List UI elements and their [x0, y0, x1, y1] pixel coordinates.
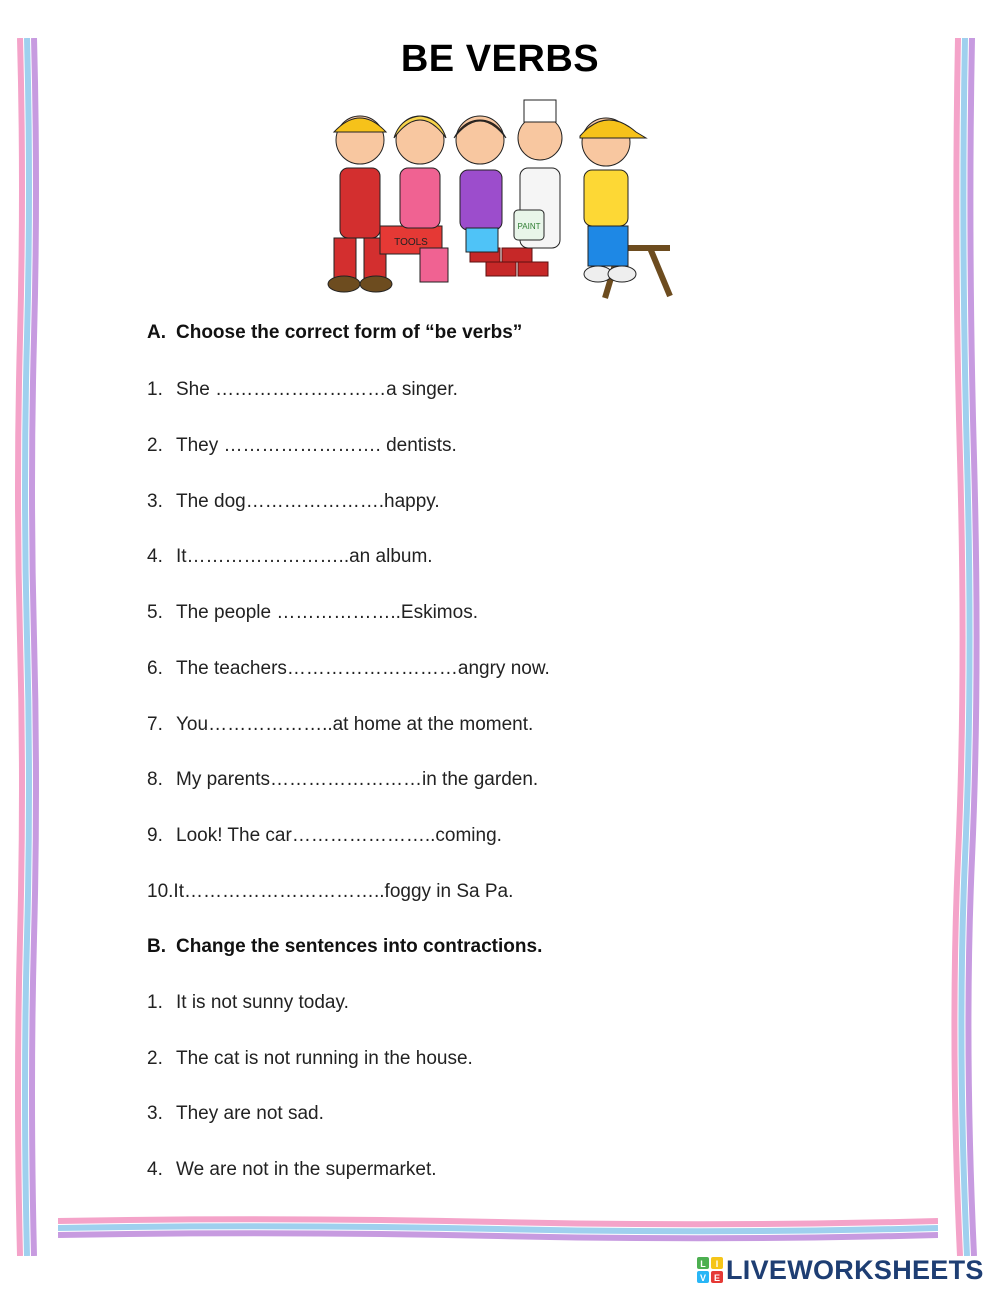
live-blocks-icon — [697, 1257, 723, 1283]
section-b-letter: B. — [147, 936, 166, 957]
item-text: Look! The car…………………..coming. — [176, 825, 502, 846]
item-number: 3. — [147, 491, 163, 512]
section-a-item — [147, 769, 538, 791]
bottom-wavy-border — [58, 1214, 938, 1244]
item-text: We are not in the supermarket. — [176, 1159, 437, 1180]
liveworksheets-logo[interactable] — [697, 1255, 984, 1285]
item-number: 8. — [147, 769, 163, 790]
section-a-title: Choose the correct form of “be verbs” — [176, 322, 523, 343]
kid-dark-hair-girl — [454, 116, 506, 252]
svg-text:TOOLS: TOOLS — [394, 237, 428, 248]
section-b-heading — [147, 936, 542, 958]
item-number: 2. — [147, 435, 163, 456]
item-text: They ……………………. dentists. — [176, 435, 457, 456]
item-text: It……………………..an album. — [176, 546, 433, 567]
kids-workers-illustration — [320, 98, 682, 304]
page-title: BE VERBS — [400, 38, 600, 80]
kid-blonde-girl — [394, 116, 448, 282]
item-text: The cat is not running in the house. — [176, 1048, 473, 1069]
svg-text:E: E — [713, 1273, 721, 1283]
section-a-item — [147, 546, 433, 568]
section-a-item — [147, 658, 550, 680]
item-number: 1. — [147, 992, 163, 1013]
section-a-heading — [147, 322, 522, 344]
item-text: The teachers………………………angry now. — [176, 658, 550, 679]
item-text: It…………………………..foggy in Sa Pa. — [173, 881, 514, 902]
item-text: The dog………………….happy. — [176, 491, 440, 512]
item-number: 9. — [147, 825, 163, 846]
left-wavy-border — [14, 38, 44, 1256]
section-b-item — [147, 1048, 473, 1070]
item-number: 7. — [147, 714, 163, 735]
kid-painter — [514, 100, 562, 248]
kid-carpenter — [580, 118, 646, 282]
section-b-item — [147, 992, 349, 1014]
section-b-title: Change the sentences into contractions. — [176, 936, 543, 957]
item-number: 4. — [147, 546, 163, 567]
item-number: 2. — [147, 1048, 163, 1069]
section-b-item — [147, 1103, 324, 1125]
item-number: 4. — [147, 1159, 163, 1180]
section-a-item — [147, 379, 458, 401]
item-number: 1. — [147, 379, 163, 400]
section-a-item — [147, 602, 478, 624]
svg-text:L: L — [700, 1259, 706, 1269]
item-number: 6. — [147, 658, 163, 679]
item-text: It is not sunny today. — [176, 992, 349, 1013]
logo-text: LIVEWORKSHEETS — [726, 1254, 984, 1285]
kid-builder — [328, 116, 392, 292]
section-a-item — [147, 714, 533, 736]
section-b-item — [147, 1159, 437, 1181]
item-text: They are not sad. — [176, 1103, 324, 1124]
item-number: 10. — [147, 881, 174, 902]
right-wavy-border — [950, 38, 980, 1256]
item-number: 5. — [147, 602, 163, 623]
item-text: She ………………………a singer. — [176, 379, 458, 400]
svg-text:I: I — [715, 1259, 719, 1269]
svg-text:V: V — [699, 1273, 707, 1283]
svg-text:PAINT: PAINT — [517, 222, 541, 231]
item-text: You………………..at home at the moment. — [176, 714, 534, 735]
section-a-item — [147, 881, 513, 903]
section-a-letter: A. — [147, 322, 166, 343]
section-a-item — [147, 435, 457, 457]
item-number: 3. — [147, 1103, 163, 1124]
section-a-item — [147, 825, 502, 847]
item-text: My parents……………………in the garden. — [176, 769, 539, 790]
item-text: The people ………………..Eskimos. — [176, 602, 478, 623]
section-a-item — [147, 491, 440, 513]
